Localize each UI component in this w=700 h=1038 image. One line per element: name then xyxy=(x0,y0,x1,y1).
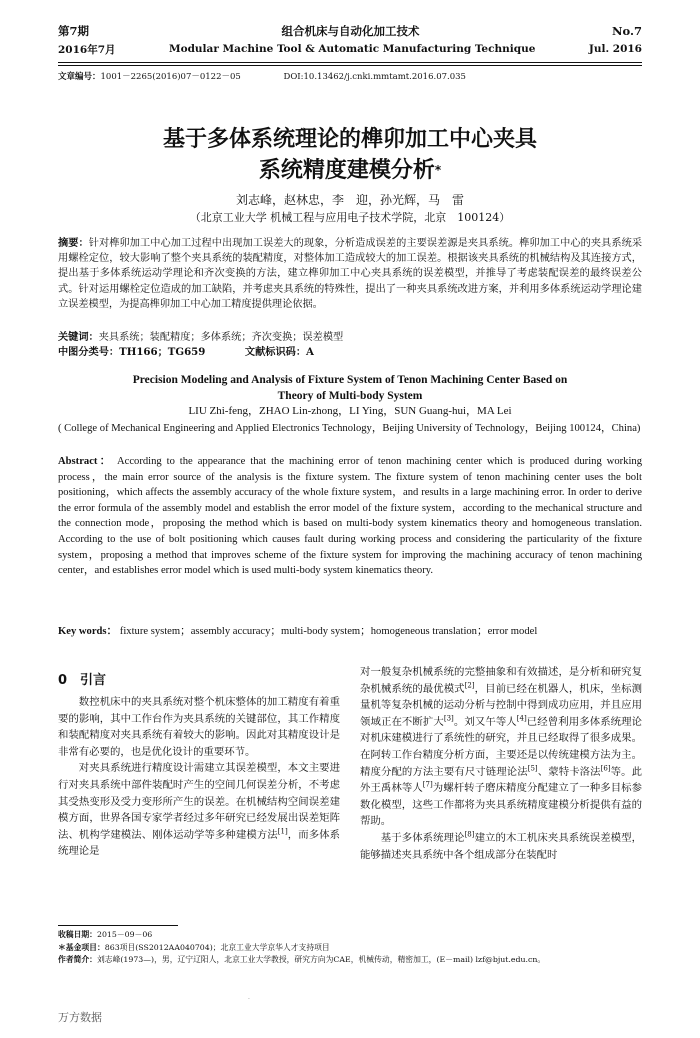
citation: [7] xyxy=(422,780,433,789)
clc-value: TH166；TG659 xyxy=(119,346,206,358)
body-paragraph: 数控机床中的夹具系统对整个机床整体的加工精度有着重要的影响，其中工作台作为夹具系统的关键部位，其工作精度和装配精度对夹具系统有着较大的影响。因此对其精度设计是非常有必要的，也是优化设计的重要环节。 xyxy=(58,696,340,758)
authors-cn: 刘志峰，赵林忠，李 迎，孙光辉，马 雷 xyxy=(235,193,464,207)
body-text: 对一般复杂机械系统的完整抽象和有效描述，是分析和研究复杂机械系统的最优模式 xyxy=(360,666,642,695)
body-text: 为螺杆转子磨床精度分配建立了一种多目标参数化模型，这些工作都将为夹具系统精度建模分析提供有益的帮助。 xyxy=(360,782,643,828)
author-bio: 刘志峰(1973—)，男，辽宁辽阳人，北京工业大学教授，研究方向为CAE，机械传动，精密加工，(E－mail) lzf@bjut.edu.cn。 xyxy=(96,955,546,964)
affiliation-cn: （北京工业大学 机械工程与应用电子技术学院，北京 100124） xyxy=(189,211,511,224)
paper-title-en xyxy=(70,372,630,404)
title-en-line-1: Precision Modeling and Analysis of Fixture System of Tenon Machining Center Based on xyxy=(132,374,568,386)
footnote-fund xyxy=(58,942,642,955)
body-text: 、蒙特卡洛法 xyxy=(537,765,601,778)
body-text: 。刘又午等人 xyxy=(453,715,517,728)
body-paragraph xyxy=(360,830,642,863)
body-paragraph xyxy=(360,664,642,830)
abstract-cn xyxy=(58,236,642,312)
date-en: Jul. 2016 xyxy=(588,43,642,55)
body-paragraph xyxy=(58,760,340,860)
issue-en: No.7 xyxy=(612,24,642,38)
author-bio-label: 作者简介： xyxy=(58,955,97,964)
body-text: 已经曾利用多体系统理论对机床建模进行了系统性的研究，并且已经取得了很多成果。在阿转工作台精度分析方面，主要还是以传统建模方法为主。精度分配的方法主要有尺寸链理论法 xyxy=(360,715,643,778)
journal-name-en: Modular Machine Tool & Automatic Manufacturing Technique xyxy=(168,43,536,55)
abstract-cn-label: 摘要： xyxy=(58,237,89,249)
authors-en: LIU Zhi-feng，ZHAO Lin-zhong，LI Ying，SUN Guang-hui，MA Lei xyxy=(188,405,512,417)
citation: [2] xyxy=(464,681,475,690)
keywords-cn xyxy=(58,330,642,345)
received-date: 2015－09－06 xyxy=(96,930,153,939)
body-text: 对夹具系统进行精度设计需建立其误差模型，本文主要进行对夹具系统中部件装配时产生的空间几何误差分析，不考虑其受热变形及受力变形所产生的误差。在机械结构空间误差建模方面，世界各国专家学者经过多年研究已经发展出误差矩阵法、机构学建模法、刚体运动学等多种建模方法 xyxy=(58,762,340,841)
footnote-received xyxy=(58,929,642,942)
keywords-en-text: fixture system；assembly accuracy；multi-body system；homogeneous translation；error model xyxy=(117,626,538,637)
body-text: 基于多体系统理论 xyxy=(380,831,465,844)
body-column-left xyxy=(58,664,340,860)
abstract-en-label: Abstract： xyxy=(58,456,113,467)
body-text: 建立的木工机床夹具系统误差模型，能够描述夹具系统中各个组成部分在装配时 xyxy=(360,831,643,861)
header-rule xyxy=(58,62,642,63)
running-header xyxy=(58,22,642,64)
received-label: 收稿日期： xyxy=(58,930,97,939)
database-watermark: 万方数据 xyxy=(58,1011,102,1024)
header-rule-thin xyxy=(58,65,642,66)
scan-mark: · xyxy=(248,996,250,1003)
title-fund-mark: * xyxy=(434,163,442,177)
fund-label: ＊基金项目： xyxy=(58,942,105,952)
journal-name-cn: 组合机床与自动化加工技术 xyxy=(281,24,420,38)
keywords-cn-label: 关键词： xyxy=(58,331,99,343)
keywords-en-label: Key words： xyxy=(58,626,118,637)
article-no-label: 文章编号： xyxy=(58,72,101,82)
issue-cn: 第7期 xyxy=(58,24,90,38)
footnotes xyxy=(58,929,642,967)
affiliation-en: ( College of Mechanical Engineering and Applied Electronics Technology，Beijing University of Technology，Beijing 100124，China) xyxy=(58,423,641,434)
article-no: 1001－2265(2016)07－0122－05 xyxy=(100,72,241,82)
citation: [6] xyxy=(600,764,611,773)
date-cn: 2016年7月 xyxy=(58,43,116,56)
abstract-en xyxy=(58,454,642,579)
section-heading-introduction: 0 引言 xyxy=(58,673,107,688)
literature-code-value: A xyxy=(306,346,314,358)
clc-label: 中图分类号： xyxy=(58,346,120,358)
title-line-1: 基于多体系统理论的榫卯加工中心夹具 xyxy=(162,127,537,152)
article-meta xyxy=(58,70,642,82)
footnote-author xyxy=(58,954,642,967)
classification-cn xyxy=(58,345,314,360)
keywords-cn-text: 夹具系统；装配精度；多体系统；齐次变换；误差模型 xyxy=(98,332,344,343)
footnote-rule xyxy=(58,925,178,926)
paper-title xyxy=(58,124,642,186)
keywords-en xyxy=(58,624,642,639)
abstract-cn-text: 针对榫卯加工中心加工过程中出现加工误差大的现象，分析造成误差的主要误差源是夹具系统。榫卯加工中心的夹具系统采用螺栓定位，较大影响了整个夹具系统的装配精度，对整体加工造成较大的加工误差。根据该夹具系统的机械结构及其连接方式，提出基于多体系统运动学理论和齐次变换的方法，建立榫卯加工中心夹具系统的误差模型，并推导了考虑装配误差的最终误差公式。针对运用螺栓定位造成的加工缺陷，并考虑夹具系统的特殊性，提出了一种夹具系统改进方案，并利用多体系统运动学理论建立误差模型，为提高榫卯加工中心加工精度提供理论依据。 xyxy=(58,238,643,310)
doi: DOI:10.13462/j.cnki.mmtamt.2016.07.035 xyxy=(283,72,466,82)
body-text: 等。此外王禹林等人 xyxy=(360,765,643,795)
body-text: ，目前已经在机器人，机床，坐标测量机等复杂机械的运动分析与控制中得到成功应用，并且应用领域正在不断扩大 xyxy=(360,682,643,728)
citation: [1] xyxy=(277,827,288,836)
abstract-en-text: According to the appearance that the machining error of tenon machining center which is produced during working process，the main error source of the analysis is the fixture system. The fixture system of tenon machining center uses the bolt positioning，which affects the assembly accuracy of the whole fixture system，and results in a large machining error. In order to derive the error formula of the assembly model and establish the error model of the fixture system，according to the mechanical structure and the connection mode，proposing the method which is based on multi-body system kinematics theory and homogeneous translation. According to the use of bolt positioning which causes fault during working process and considering the particularity of the fixture system，proposing a method that improves scheme of the fixture system for improving the machining accuracy of tenon machining center，and establishes error model which is used multi-body system kinematics theory. xyxy=(58,456,642,577)
body-column-right xyxy=(360,664,642,863)
body-text: ，而多体系统理论是 xyxy=(58,828,341,858)
citation: [3] xyxy=(443,714,454,723)
citation: [5] xyxy=(527,764,538,773)
literature-code-label: 文献标识码： xyxy=(244,346,307,358)
citation: [4] xyxy=(516,714,527,723)
fund-text: 863项目(SS2012AA040704)；北京工业大学京华人才支持项目 xyxy=(104,942,330,952)
title-en-line-2: Theory of Multi-body System xyxy=(277,390,423,402)
citation: [8] xyxy=(464,830,475,839)
title-line-2: 系统精度建模分析 xyxy=(258,158,435,183)
